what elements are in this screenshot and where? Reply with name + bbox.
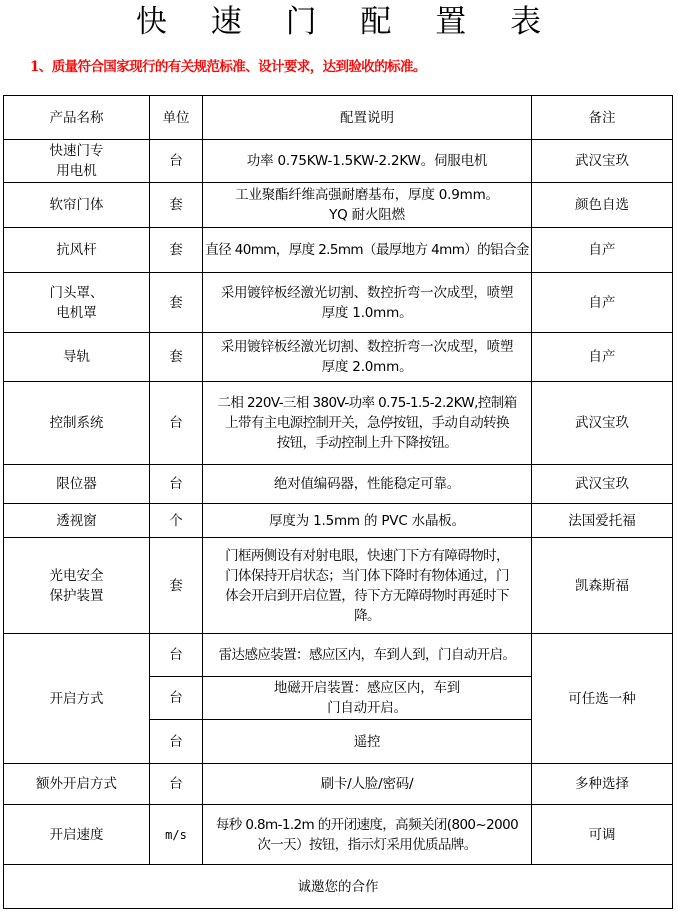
config-desc: 地磁开启装置：感应区内，车到 门自动开启。 xyxy=(203,677,532,720)
unit: 台 xyxy=(150,382,203,465)
unit: 台 xyxy=(150,465,203,504)
table-row xyxy=(4,538,673,634)
product-name: 开启方式 xyxy=(4,634,150,764)
product-name: 抗风杆 xyxy=(4,228,150,273)
product-name: 限位器 xyxy=(4,465,150,504)
footer-invitation: 诚邀您的合作 xyxy=(4,865,673,909)
remark: 颜色自选 xyxy=(532,183,673,228)
unit: 台 xyxy=(150,140,203,183)
config-desc: 采用镀锌板经激光切割、数控折弯一次成型，喷塑 厚度 2.0mm。 xyxy=(203,333,532,382)
table-row xyxy=(4,273,673,333)
table-footer-row xyxy=(4,865,673,909)
unit: 台 xyxy=(150,677,203,720)
table-row xyxy=(4,333,673,382)
product-name: 开启速度 xyxy=(4,805,150,865)
table-row xyxy=(4,764,673,805)
product-name: 门头罩、 电机罩 xyxy=(4,273,150,333)
config-desc: 遥控 xyxy=(203,720,532,764)
config-desc: 采用镀锌板经激光切割、数控折弯一次成型，喷塑 厚度 1.0mm。 xyxy=(203,273,532,333)
product-name: 快速门专 用电机 xyxy=(4,140,150,183)
remark: 武汉宝玖 xyxy=(532,140,673,183)
table-row xyxy=(4,183,673,228)
config-desc: 绝对值编码器，性能稳定可靠。 xyxy=(203,465,532,504)
remark: 自产 xyxy=(532,228,673,273)
unit: 套 xyxy=(150,228,203,273)
remark: 法国爱托福 xyxy=(532,504,673,538)
config-desc: 二相 220V-三相 380V-功率 0.75-1.5-2.2KW,控制箱 上带有主电源控制开关，急停按钮，手动自动转换 按钮，手动控制上升下降按钮。 xyxy=(203,382,532,465)
table-row xyxy=(4,805,673,865)
remark: 自产 xyxy=(532,273,673,333)
remark: 武汉宝玖 xyxy=(532,382,673,465)
quality-note: 1、质量符合国家现行的有关规范标准、设计要求，达到验收的标准。 xyxy=(30,59,426,75)
config-desc: 门框两侧设有对射电眼，快速门下方有障碍物时， 门体保持开启状态；当门体下降时有物体通过，门 体会开启到开启位置，待下方无障碍物时再延时下 降。 xyxy=(203,538,532,634)
unit: m/s xyxy=(150,805,203,865)
unit: 个 xyxy=(150,504,203,538)
config-desc: 工业聚酯纤维高强耐磨基布，厚度 0.9mm。 YQ 耐火阻燃 xyxy=(203,183,532,228)
unit: 套 xyxy=(150,183,203,228)
remark: 多种选择 xyxy=(532,764,673,805)
unit: 台 xyxy=(150,764,203,805)
header-product-name: 产品名称 xyxy=(4,96,150,140)
unit: 套 xyxy=(150,538,203,634)
table-header-row xyxy=(4,96,673,140)
header-remark: 备注 xyxy=(532,96,673,140)
config-desc: 功率 0.75KW-1.5KW-2.2KW。伺服电机 xyxy=(203,140,532,183)
remark: 凯森斯福 xyxy=(532,538,673,634)
table-row-opening-option xyxy=(4,634,673,677)
table-row xyxy=(4,382,673,465)
remark: 武汉宝玖 xyxy=(532,465,673,504)
remark: 可任选一种 xyxy=(532,634,673,764)
remark: 可调 xyxy=(532,805,673,865)
unit: 套 xyxy=(150,273,203,333)
unit: 套 xyxy=(150,333,203,382)
product-name: 额外开启方式 xyxy=(4,764,150,805)
table-row xyxy=(4,465,673,504)
page-title: 快 速 门 配 置 表 xyxy=(135,4,559,40)
config-desc: 直径 40mm，厚度 2.5mm（最厚地方 4mm）的铝合金 xyxy=(203,228,532,273)
product-name: 透视窗 xyxy=(4,504,150,538)
table-row xyxy=(4,228,673,273)
remark: 自产 xyxy=(532,333,673,382)
unit: 台 xyxy=(150,634,203,677)
config-table xyxy=(3,95,673,909)
config-desc: 每秒 0.8m-1.2m 的开闭速度，高频关闭(800~2000 次一天）按钮，指示灯采用优质品牌。 xyxy=(203,805,532,865)
config-desc: 雷达感应装置：感应区内，车到人到，门自动开启。 xyxy=(203,634,532,677)
product-name: 导轨 xyxy=(4,333,150,382)
product-name: 光电安全 保护装置 xyxy=(4,538,150,634)
header-config-desc: 配置说明 xyxy=(203,96,532,140)
table-row xyxy=(4,140,673,183)
product-name: 软帘门体 xyxy=(4,183,150,228)
header-unit: 单位 xyxy=(150,96,203,140)
table-row xyxy=(4,504,673,538)
config-desc: 刷卡/人脸/密码/ xyxy=(203,764,532,805)
unit: 台 xyxy=(150,720,203,764)
product-name: 控制系统 xyxy=(4,382,150,465)
config-desc: 厚度为 1.5mm 的 PVC 水晶板。 xyxy=(203,504,532,538)
